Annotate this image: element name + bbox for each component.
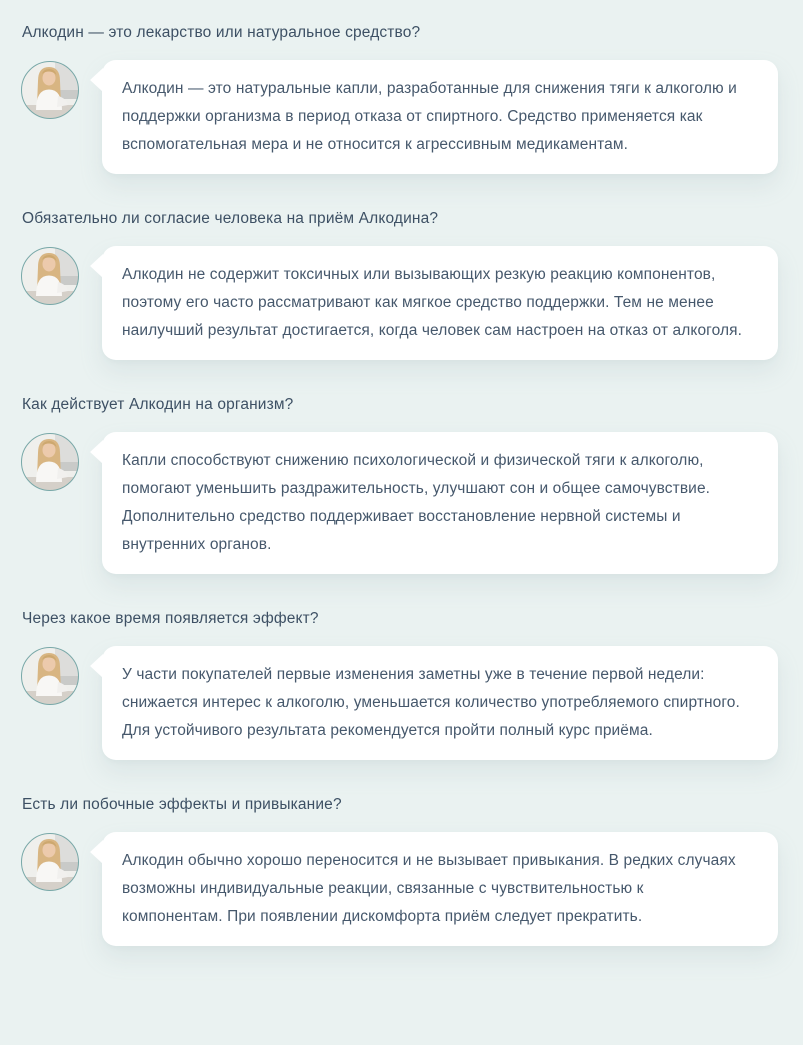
faq-question: Есть ли побочные эффекты и привыкание? [22, 796, 342, 813]
answer-bubble [102, 646, 778, 760]
answer-bubble [102, 432, 778, 574]
faq-item [20, 24, 778, 174]
faq-question: Как действует Алкодин на организм? [22, 396, 294, 413]
faq-item [20, 210, 778, 360]
faq-answer: Алкодин — это натуральные капли, разработанные для снижения тяги к алкоголю и поддержки организма в период отказа от спиртного. Средство применяется как вспомогательная мера и не относится к агрессивным медикаментам. [122, 80, 737, 153]
consultant-photo-icon [20, 432, 80, 492]
faq-answer: Алкодин не содержит токсичных или вызывающих резкую реакцию компонентов, поэтому его часто рассматривают как мягкое средство поддержки. Тем не менее наилучший результат достигается, когда человек сам настроен на отказ от алкоголя. [122, 266, 743, 339]
consultant-photo-icon [20, 246, 80, 306]
faq-item [20, 796, 778, 946]
consultant-avatar [20, 246, 80, 306]
answer-bubble [102, 832, 778, 946]
faq-answer: Капли способствуют снижению психологической и физической тяги к алкоголю, помогают уменьшить раздражительность, улучшают сон и общее самочувствие. Дополнительно средство поддерживает восстановление нервной системы и внутренних органов. [122, 452, 711, 553]
faq-item [20, 610, 778, 760]
consultant-avatar [20, 60, 80, 120]
faq-answer: У части покупателей первые изменения заметны уже в течение первой недели: снижается интерес к алкоголю, уменьшается количество употребляемого спиртного. Для устойчивого результата рекомендуется пройти полный курс приёма. [122, 666, 740, 739]
faq-question: Обязательно ли согласие человека на приём Алкодина? [22, 210, 439, 227]
faq-question: Через какое время появляется эффект? [22, 610, 319, 627]
consultant-avatar [20, 832, 80, 892]
answer-bubble [102, 246, 778, 360]
faq-question: Алкодин — это лекарство или натуральное средство? [22, 24, 421, 41]
consultant-photo-icon [20, 832, 80, 892]
answer-bubble [102, 60, 778, 174]
consultant-avatar [20, 432, 80, 492]
faq-item [20, 396, 778, 574]
faq-answer: Алкодин обычно хорошо переносится и не вызывает привыкания. В редких случаях возможны индивидуальные реакции, связанные с чувствительностью к компонентам. При появлении дискомфорта приём следует прекратить. [122, 852, 736, 925]
consultant-photo-icon [20, 60, 80, 120]
consultant-avatar [20, 646, 80, 706]
consultant-photo-icon [20, 646, 80, 706]
